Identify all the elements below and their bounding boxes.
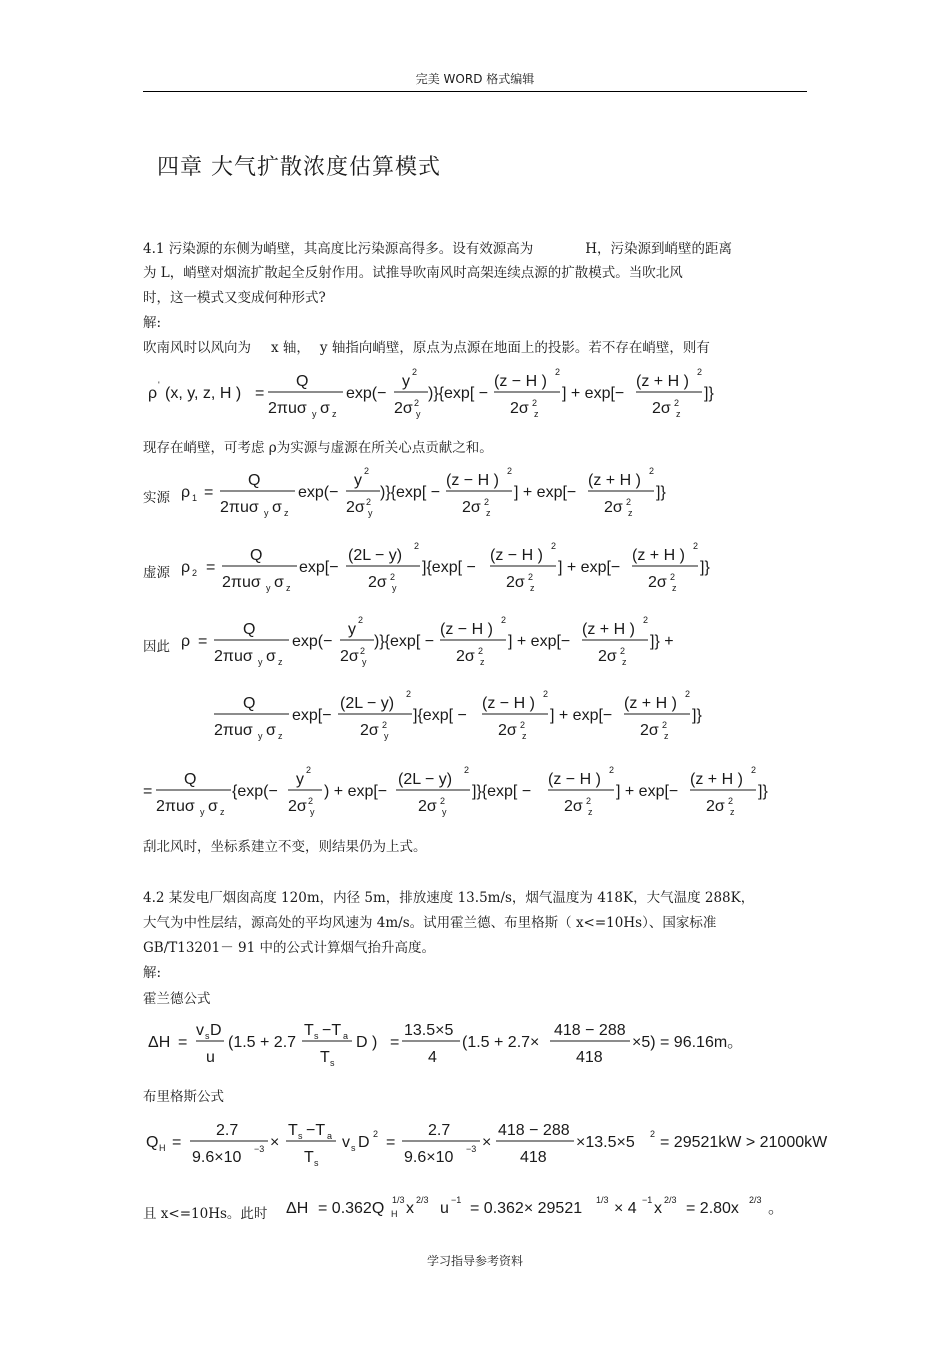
svg-text:2: 2 [414,398,420,408]
svg-text:s: s [205,1031,210,1041]
svg-text:−1: −1 [451,1195,462,1205]
svg-text:2πuσ: 2πuσ [268,400,307,417]
briggs-condition: 且 x<=10Hs。此时 [143,1206,268,1222]
svg-text:−3: −3 [466,1144,477,1154]
svg-text:exp[−: exp[− [299,559,339,576]
svg-text:Q: Q [243,621,256,638]
svg-text:×: × [270,1134,280,1151]
svg-text:Q: Q [248,472,261,489]
svg-text:2: 2 [609,765,615,775]
problem-42-line1: 4.2 某发电厂烟囱高度 120m，内径 5m，排放速度 13.5m/s，烟气温度为 418K，大气温度 288K， [143,890,755,906]
svg-text:2: 2 [360,646,366,656]
svg-text:×13.5×5: ×13.5×5 [576,1134,635,1151]
solution-label-42: 解: [143,965,162,981]
coordinate-description: 吹南风时以风向为 x 轴， y 轴指向峭壁，原点为点源在地面上的投影。若不存在峭壁，则有 [143,340,710,356]
page-footer: 学习指导参考资料 [426,1254,523,1268]
svg-text:9.6×10: 9.6×10 [404,1149,454,1166]
equation-therefore-row1 [181,615,674,667]
equation-therefore-row2 [214,689,702,741]
equation-rho-prime [148,367,714,419]
svg-text:ρ: ρ [148,385,158,402]
solution-label-41: 解: [143,315,162,331]
svg-text:=: = [206,559,216,576]
svg-text:2σ: 2σ [394,400,413,417]
svg-text:z: z [676,409,681,419]
svg-text:2πuσ: 2πuσ [222,574,261,591]
svg-text:ΔH: ΔH [148,1034,171,1051]
svg-text:s: s [298,1131,303,1141]
svg-text:z: z [278,657,283,667]
svg-text:y: y [354,472,362,489]
svg-text:2: 2 [662,720,668,730]
svg-text:D: D [210,1022,222,1039]
svg-text:2.7: 2.7 [428,1122,451,1139]
svg-text:D ): D ) [356,1034,378,1051]
svg-text:2σ: 2σ [360,722,379,739]
svg-text:2σ: 2σ [418,798,437,815]
svg-text:2: 2 [390,572,396,582]
svg-text:(x, y, z, H ): (x, y, z, H ) [165,385,242,402]
svg-text:]}: ]} [700,559,710,576]
svg-text:exp(−: exp(− [298,484,339,501]
problem-42-line2: 大气为中性层结，源高处的平均风速为 4m/s。试用霍兰德、布里格斯（ x<=10Hs）、国家标准 [143,915,717,931]
svg-text:2σ: 2σ [598,648,617,665]
svg-text:]}: ]} [704,385,714,402]
svg-text:(2L − y): (2L − y) [398,771,453,788]
svg-text:= 2.80x: = 2.80x [686,1200,739,1217]
svg-text:{exp(−: {exp(− [232,783,278,800]
svg-text:2: 2 [507,466,513,476]
svg-text:]}: ]} [656,484,666,501]
svg-text:z: z [622,657,627,667]
svg-text:2πuσ: 2πuσ [214,722,253,739]
svg-text:2σ: 2σ [346,499,365,516]
svg-text:]}: ]} [692,707,702,724]
svg-text:] + exp[−: ] + exp[− [562,385,625,402]
svg-text:2σ: 2σ [652,400,671,417]
svg-text:T: T [304,1022,314,1039]
holland-label: 霍兰德公式 [143,991,211,1007]
svg-text:σ: σ [266,722,276,739]
svg-text:z: z [530,583,535,593]
svg-text:)}{exp[ −: )}{exp[ − [380,484,441,501]
svg-text:(z − H ): (z − H ) [494,373,547,390]
problem-42-line3: GB/T13201－ 91 中的公式计算烟气抬升高度。 [143,940,435,956]
equation-real-source [181,466,666,518]
svg-text:Q: Q [250,547,263,564]
svg-text:2: 2 [586,796,592,806]
svg-text:v: v [342,1134,350,1151]
svg-text:。: 。 [768,1200,785,1217]
svg-text:Q: Q [146,1134,159,1151]
briggs-label: 布里格斯公式 [143,1089,224,1105]
svg-text:2.7: 2.7 [216,1122,239,1139]
svg-text:y: y [392,583,397,593]
svg-text:2: 2 [528,572,534,582]
svg-text:2σ: 2σ [456,648,475,665]
svg-text:exp(−: exp(− [292,633,333,650]
svg-text:σ: σ [266,648,276,665]
page-header: 完美 WORD 格式编辑 [415,72,535,86]
svg-text:1: 1 [192,493,198,503]
svg-text:2: 2 [484,497,490,507]
svg-text:z: z [672,583,677,593]
svg-text:2σ: 2σ [498,722,517,739]
svg-text:y: y [258,731,263,741]
svg-text:H: H [159,1143,166,1153]
svg-text:2: 2 [414,541,420,551]
chapter-title: 四章 大气扩散浓度估算模式 [157,155,441,180]
svg-text:z: z [522,731,527,741]
svg-text:=: = [178,1034,188,1051]
svg-text:a: a [327,1131,333,1141]
svg-text:z: z [286,583,291,593]
svg-text:y: y [296,771,304,788]
svg-text:2: 2 [532,398,538,408]
svg-text:=: = [255,385,265,402]
svg-text:y: y [348,621,356,638]
svg-text:2: 2 [674,398,680,408]
virtual-source-text: 现存在峭壁，可考虑 ρ为实源与虚源在所关心点贡献之和。 [143,440,493,456]
svg-text:z: z [220,807,225,817]
svg-text:ρ: ρ [181,484,191,501]
svg-text:(z − H ): (z − H ) [446,472,499,489]
svg-text:)}{exp[ −: )}{exp[ − [374,633,435,650]
svg-text:(z − H ): (z − H ) [548,771,601,788]
svg-text:': ' [158,380,160,390]
svg-text:=: = [386,1134,396,1151]
svg-text:2: 2 [306,765,312,775]
svg-text:=: = [204,484,214,501]
svg-text:= 0.362Q: = 0.362Q [318,1200,385,1217]
svg-text:]}{exp[ −: ]}{exp[ − [472,783,532,800]
svg-text:(z + H ): (z + H ) [582,621,635,638]
svg-text:2: 2 [693,541,699,551]
svg-text:y: y [368,508,373,518]
svg-text:(z + H ): (z + H ) [636,373,689,390]
svg-text:2σ: 2σ [368,574,387,591]
svg-text:2: 2 [464,765,470,775]
svg-text:z: z [486,508,491,518]
svg-text:1/3: 1/3 [596,1195,609,1205]
svg-text:2: 2 [643,615,649,625]
svg-text:(2L − y): (2L − y) [340,695,395,712]
svg-text:×: × [482,1134,492,1151]
svg-text:(1.5 + 2.7×: (1.5 + 2.7× [462,1034,540,1051]
svg-text:2: 2 [520,720,526,730]
svg-text:2: 2 [478,646,484,656]
svg-text:1/3: 1/3 [392,1195,405,1205]
svg-text:y: y [310,807,315,817]
svg-text:]}: ]} [758,783,768,800]
svg-text:]} +: ]} + [650,633,674,650]
svg-text:−3: −3 [254,1144,265,1154]
svg-text:2σ: 2σ [640,722,659,739]
svg-text:z: z [278,731,283,741]
svg-text:9.6×10: 9.6×10 [192,1149,242,1166]
svg-text:exp[−: exp[− [292,707,332,724]
svg-text:s: s [314,1158,319,1168]
svg-text:x: x [406,1200,414,1217]
svg-text:z: z [730,807,735,817]
svg-text:z: z [332,409,337,419]
svg-text:2πuσ: 2πuσ [156,798,195,815]
svg-text:×5) = 96.16m。: ×5) = 96.16m。 [632,1034,744,1051]
svg-text:u: u [206,1049,215,1066]
svg-text:z: z [588,807,593,817]
svg-text:2: 2 [620,646,626,656]
svg-text:σ: σ [208,798,218,815]
problem-41-line3: 时，这一模式又变成何种形式? [143,290,326,306]
equation-combined [143,765,768,817]
svg-text:z: z [284,508,289,518]
svg-text:= 0.362× 29521: = 0.362× 29521 [470,1200,583,1217]
svg-text:2πuσ: 2πuσ [214,648,253,665]
svg-text:2σ: 2σ [288,798,307,815]
svg-text:= 29521kW > 21000kW: = 29521kW > 21000kW [660,1134,828,1151]
north-wind-text: 刮北风时，坐标系建立不变，则结果仍为上式。 [143,839,427,855]
problem-41-line1: 4.1 污染源的东侧为峭壁，其高度比污染源高得多。设有效源高为 H，污染源到峭壁的距离 [143,241,733,257]
svg-text:(z + H ): (z + H ) [624,695,677,712]
svg-text:2: 2 [670,572,676,582]
svg-text:2σ: 2σ [510,400,529,417]
svg-text:z: z [534,409,539,419]
svg-text:s: s [314,1031,319,1041]
svg-text:z: z [480,657,485,667]
svg-text:y: y [416,409,421,419]
svg-text:ρ: ρ [181,559,191,576]
svg-text:2: 2 [308,796,314,806]
svg-text:y: y [442,807,447,817]
svg-text:ρ: ρ [181,633,191,650]
svg-text:]{exp[ −: ]{exp[ − [422,559,476,576]
svg-text:2: 2 [440,796,446,806]
svg-text:T: T [320,1049,330,1066]
svg-text:2: 2 [543,689,549,699]
svg-text:2: 2 [697,367,703,377]
svg-text:(z + H ): (z + H ) [588,472,641,489]
label-therefore: 因此 [143,639,170,655]
svg-text:2: 2 [373,1129,379,1139]
svg-text:× 4: × 4 [614,1200,637,1217]
svg-text:2πuσ: 2πuσ [220,499,259,516]
svg-text:T: T [304,1149,314,1166]
svg-text:(z − H ): (z − H ) [482,695,535,712]
svg-text:Q: Q [184,771,197,788]
svg-text:H: H [391,1209,398,1219]
svg-text:2: 2 [649,466,655,476]
svg-text:2: 2 [501,615,507,625]
svg-text:v: v [196,1022,204,1039]
svg-text:2: 2 [551,541,557,551]
svg-text:418: 418 [520,1149,547,1166]
svg-text:−T: −T [322,1022,342,1039]
svg-text:ΔH: ΔH [286,1200,309,1217]
svg-text:2/3: 2/3 [416,1195,429,1205]
svg-text:2: 2 [685,689,691,699]
svg-text:2/3: 2/3 [664,1195,677,1205]
svg-text:x: x [654,1200,662,1217]
svg-text:2: 2 [382,720,388,730]
svg-text:y: y [264,508,269,518]
svg-text:2σ: 2σ [706,798,725,815]
svg-text:2: 2 [650,1129,656,1139]
svg-text:u: u [440,1200,449,1217]
svg-text:2σ: 2σ [506,574,525,591]
svg-text:2/3: 2/3 [749,1195,762,1205]
svg-text:y: y [200,807,205,817]
svg-text:2σ: 2σ [340,648,359,665]
svg-text:] + exp[−: ] + exp[− [550,707,613,724]
svg-text:σ: σ [272,499,282,516]
svg-text:(z + H ): (z + H ) [632,547,685,564]
svg-text:] + exp[−: ] + exp[− [508,633,571,650]
svg-text:2: 2 [406,689,412,699]
svg-text:y: y [258,657,263,667]
svg-text:2: 2 [751,765,757,775]
svg-text:) + exp[−: ) + exp[− [324,783,388,800]
svg-text:] + exp[−: ] + exp[− [558,559,621,576]
svg-text:exp(−: exp(− [346,385,387,402]
equation-briggs-rise [286,1195,784,1219]
svg-text:=: = [198,633,208,650]
svg-text:−1: −1 [642,1195,653,1205]
svg-text:2σ: 2σ [462,499,481,516]
svg-text:y: y [362,657,367,667]
svg-text:2σ: 2σ [604,499,623,516]
svg-text:z: z [664,731,669,741]
svg-text:=: = [390,1034,400,1051]
svg-text:2: 2 [626,497,632,507]
svg-text:]{exp[ −: ]{exp[ − [413,707,467,724]
svg-text:D: D [358,1134,370,1151]
svg-text:2: 2 [728,796,734,806]
svg-text:2: 2 [412,367,418,377]
svg-text:(z − H ): (z − H ) [490,547,543,564]
svg-text:2: 2 [366,497,372,507]
svg-text:2: 2 [364,466,370,476]
svg-text:2σ: 2σ [648,574,667,591]
svg-text:σ: σ [320,400,330,417]
svg-text:13.5×5: 13.5×5 [404,1022,454,1039]
svg-text:(2L − y): (2L − y) [348,547,403,564]
svg-text:2: 2 [555,367,561,377]
svg-text:s: s [330,1058,335,1068]
svg-text:=: = [143,783,153,800]
svg-text:418 − 288: 418 − 288 [498,1122,570,1139]
svg-text:y: y [384,731,389,741]
svg-text:2: 2 [358,615,364,625]
svg-text:4: 4 [428,1049,437,1066]
label-real-source: 实源 [143,490,170,506]
equation-holland [148,1022,743,1068]
svg-text:] + exp[−: ] + exp[− [514,484,577,501]
svg-text:Q: Q [243,695,256,712]
svg-text:(z + H ): (z + H ) [690,771,743,788]
svg-text:2: 2 [192,568,198,578]
label-virtual-source: 虚源 [143,565,170,581]
svg-text:=: = [172,1134,182,1151]
svg-text:)}{exp[ −: )}{exp[ − [428,385,489,402]
svg-text:y: y [312,409,317,419]
svg-text:] + exp[−: ] + exp[− [616,783,679,800]
svg-text:2σ: 2σ [564,798,583,815]
equation-virtual-source [181,541,710,593]
svg-text:418: 418 [576,1049,603,1066]
equation-briggs [146,1122,828,1168]
svg-text:s: s [351,1143,356,1153]
svg-text:σ: σ [274,574,284,591]
svg-text:y: y [266,583,271,593]
svg-text:T: T [288,1122,298,1139]
svg-text:(1.5 + 2.7: (1.5 + 2.7 [228,1034,297,1051]
svg-text:−T: −T [306,1122,326,1139]
svg-text:y: y [402,373,410,390]
svg-text:(z − H ): (z − H ) [440,621,493,638]
problem-41-line2: 为 L，峭壁对烟流扩散起全反射作用。试推导吹南风时高架连续点源的扩散模式。当吹北风 [143,265,683,281]
svg-text:418 − 288: 418 − 288 [554,1022,626,1039]
svg-text:z: z [628,508,633,518]
svg-text:Q: Q [296,373,309,390]
svg-text:a: a [343,1031,349,1041]
